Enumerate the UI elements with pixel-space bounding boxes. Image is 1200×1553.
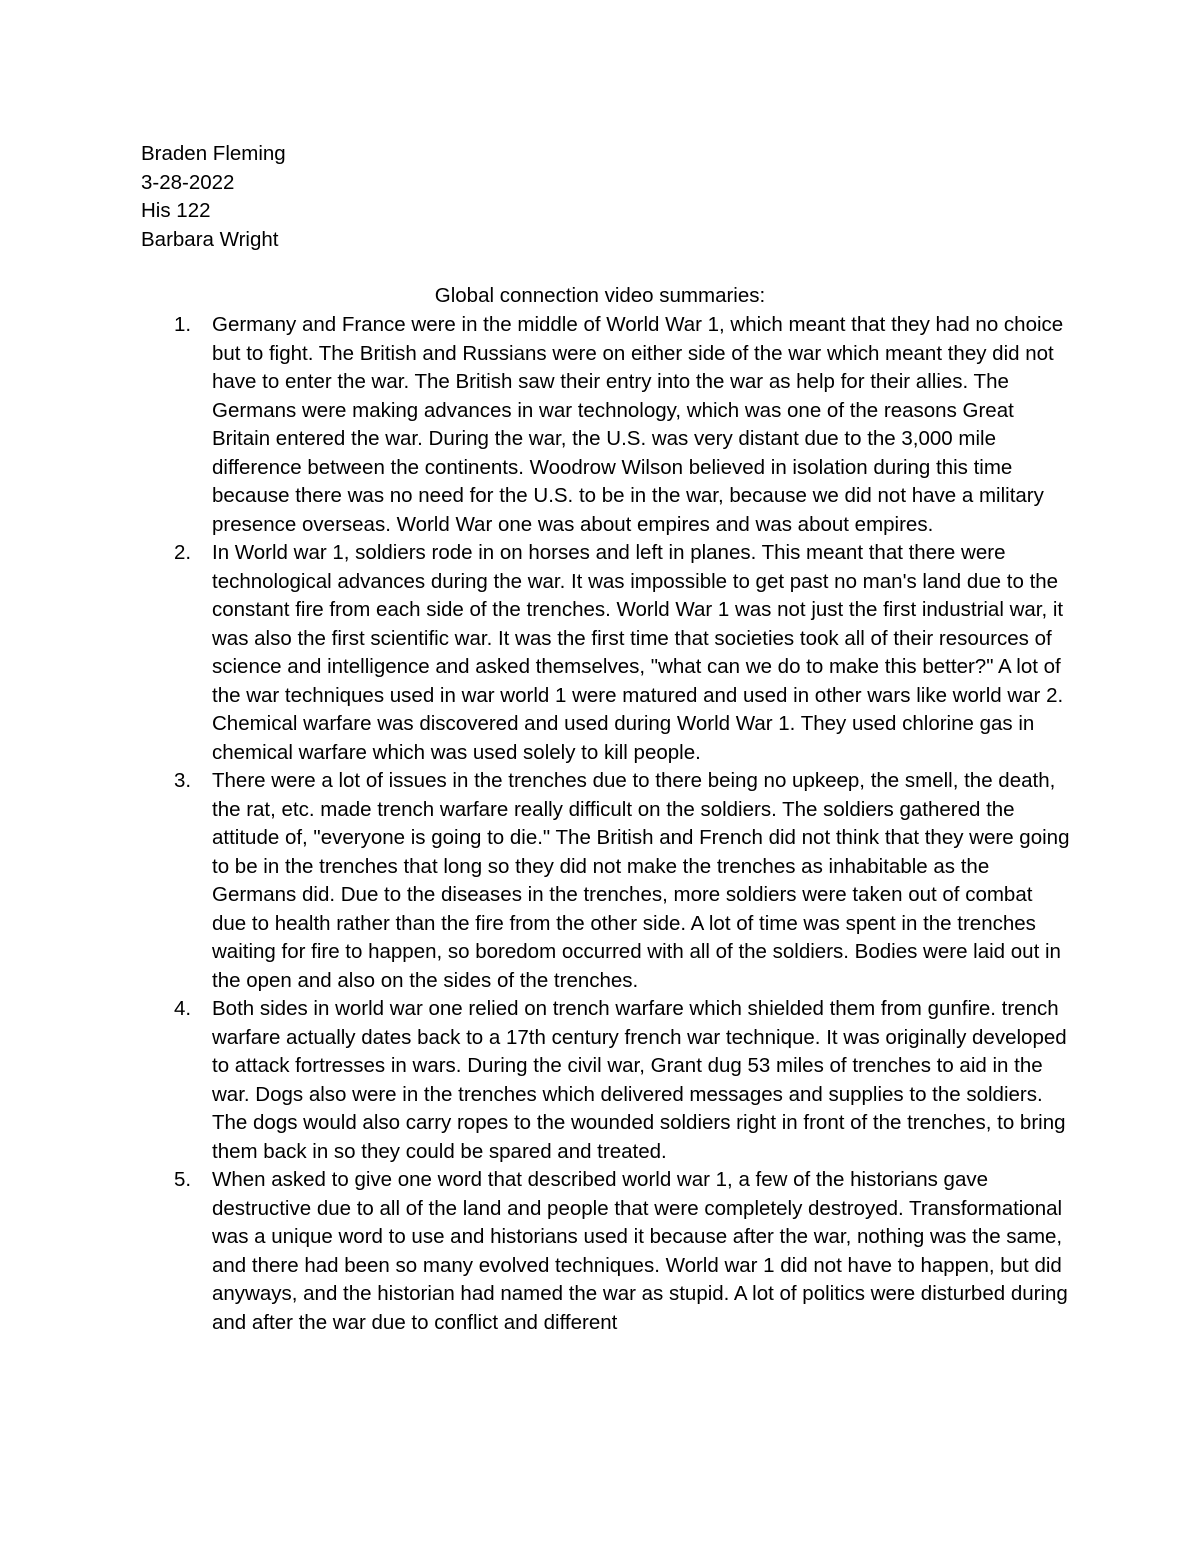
list-item-text: Both sides in world war one relied on trench warfare which shielded them from gunfire. trench warfare actually dates back to a 17th century french war technique. It was originally developed to attack fortresses in wars. During the civil war, Grant dug 53 miles of trenches to aid in the war. Dogs also were in the trenches which delivered messages and supplies to the soldiers. The dogs would also carry ropes to the wounded soldiers right in front of the trenches, to bring them back in so they could be spared and treated. [212, 997, 1067, 1163]
list-item-text: There were a lot of issues in the trenches due to there being no upkeep, the smell, the death, the rat, etc. made trench warfare really difficult on the soldiers. The soldiers gathered the attitude of, "everyone is going to die." The British and French did not think that they were going to be in the trenches that long so they did not make the trenches as inhabitable as the Germans did. Due to the diseases in the trenches, more soldiers were taken out of combat due to health rather than the fire from the other side. A lot of time was spent in the trenches waiting for fire to happen, so boredom occurred with all of the soldiers. Bodies were laid out in the open and also on the sides of the trenches. [212, 769, 1070, 992]
course-code: His 122 [141, 199, 211, 222]
document-title: Global connection video summaries: [434, 284, 766, 307]
list-item-number: 3. [174, 769, 192, 792]
list-item [0, 539, 1200, 767]
list-item [0, 311, 1200, 539]
document-date: 3-28-2022 [141, 170, 235, 194]
list-item [0, 767, 1200, 995]
list-item-text: When asked to give one word that described world war 1, a few of the historians gave destructive due to all of the land and people that were completely destroyed. Transformational was a unique word to use and historians used it because after the war, nothing was the same, and there had been so many evolved techniques. World war 1 did not have to happen, but did anyways, and the historian had named the war as stupid. A lot of politics were disturbed during and after the war due to conflict and different [212, 1168, 1068, 1334]
document-header [141, 140, 1041, 254]
summary-list [0, 311, 1200, 1337]
list-item-number: 5. [174, 1168, 192, 1191]
list-item-number: 4. [174, 997, 192, 1020]
author-name: Braden Fleming [141, 142, 286, 165]
list-item-number: 2. [174, 541, 192, 564]
list-item [0, 995, 1200, 1166]
list-item-text: Germany and France were in the middle of World War 1, which meant that they had no choice but to fight. The British and Russians were on either side of the war which meant they did not have to enter the war. The British saw their entry into the war as help for their allies. The Germans were making advances in war technology, which was one of the reasons Great Britain entered the war. During the war, the U.S. was very distant due to the 3,000 mile difference between the continents. Woodrow Wilson believed in isolation during this time because there was no need for the U.S. to be in the war, because we did not have a military presence overseas. World War one was about empires and was about empires. [212, 313, 1064, 536]
list-item [0, 1166, 1200, 1337]
list-item-text: In World war 1, soldiers rode in on horses and left in planes. This meant that there were technological advances during the war. It was impossible to get past no man's land due to the constant fire from each side of the trenches. World War 1 was not just the first industrial war, it was also the first scientific war. It was the first time that societies took all of their resources of science and intelligence and asked themselves, "what can we do to make this better?" A lot of the war techniques used in war world 1 were matured and used in other wars like world war 2. Chemical warfare was discovered and used during World War 1. They used chlorine gas in chemical warfare which was used solely to kill people. [212, 541, 1064, 764]
list-item-number: 1. [174, 313, 192, 336]
instructor-name: Barbara Wright [141, 227, 279, 251]
